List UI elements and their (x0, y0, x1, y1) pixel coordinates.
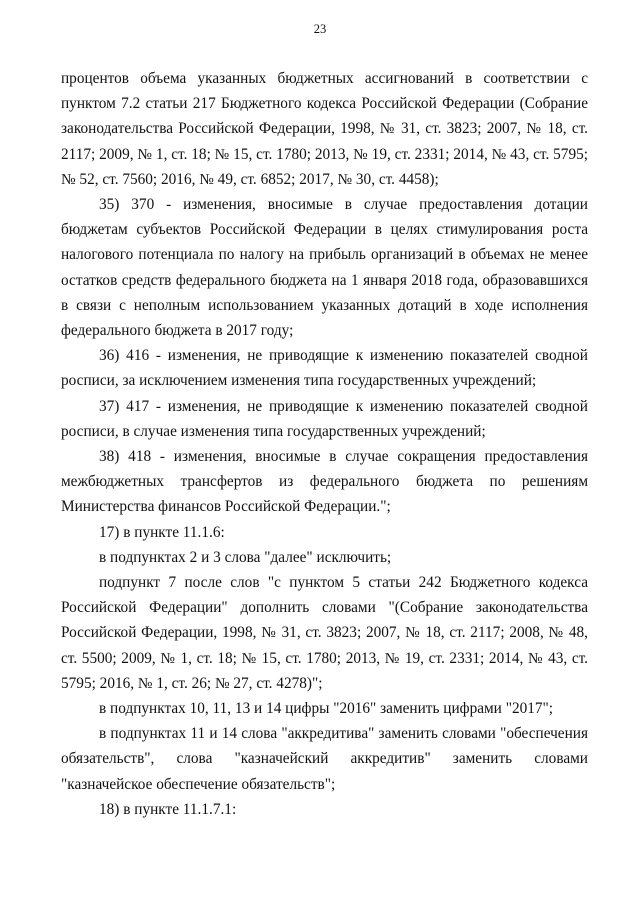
paragraph-subpoint-7: подпункт 7 после слов "с пунктом 5 статьи 242 Бюджетного кодекса Российской Федерации" дополнить словами "(Собрание законодательства Российской Федерации, 1998, № 31, ст. 3823; 2007, № 18, ст. 2117; 2008, № 48, ст. 5500; 2009, № 1, ст. 18; № 15, ст. 1780; 2013, № 19, ст. 2331; 2014, № 43, ст. 5795; 2016, № 1, ст. 26; № 27, ст. 4278)"; (61, 574, 588, 692)
paragraph-subpoints-10-14: в подпунктах 10, 11, 13 и 14 цифры "2016" заменить цифрами "2017"; (99, 700, 554, 718)
paragraph-item-18: 18) в пункте 11.1.7.1: (99, 800, 237, 818)
paragraph-subpoints-2-3: в подпунктах 2 и 3 слова "далее" исключить; (99, 548, 392, 566)
paragraph-subpoints-11-14: в подпунктах 11 и 14 слова "аккредитива" заменить словами "обеспечения обязательств", слова "казначейский аккредитив" заменить словами "казначейское обеспечение обязательств"; (61, 725, 588, 793)
page-number: 23 (313, 22, 327, 36)
paragraph-continuation: процентов объема указанных бюджетных ассигнований в соответствии с пунктом 7.2 статьи 217 Бюджетного кодекса Российской Федерации (Собрание законодательства Российской Федерации, 1998, № 31, ст. 3823; 2007, № 18, ст. 2117; 2009, № 1, ст. 18; № 15, ст. 1780; 2013, № 19, ст. 2331; 2014, № 43, ст. 5795; № 52, ст. 7560; 2016, № 49, ст. 6852; 2017, № 30, ст. 4458); (61, 70, 588, 188)
paragraph-item-38: 38) 418 - изменения, вносимые в случае сокращения предоставления межбюджетных трансфертов из федерального бюджета по решениям Министерства финансов Российской Федерации."; (61, 448, 588, 516)
paragraph-item-36: 36) 416 - изменения, не приводящие к изменению показателей сводной росписи, за исключением изменения типа государственных учреждений; (61, 347, 588, 390)
paragraph-item-35: 35) 370 - изменения, вносимые в случае предоставления дотации бюджетам субъектов Российской Федерации в целях стимулирования роста налогового потенциала по налогу на прибыль организаций в объемах не менее остатков средств федерального бюджета на 1 января 2018 года, образовавшихся в связи с неполным использованием указанных дотаций в ходе исполнения федерального бюджета в 2017 году; (61, 196, 588, 340)
paragraph-item-37: 37) 417 - изменения, не приводящие к изменению показателей сводной росписи, в случае изменения типа государственных учреждений; (61, 397, 588, 440)
document-body (61, 66, 588, 822)
paragraph-item-17: 17) в пункте 11.1.6: (99, 523, 225, 541)
